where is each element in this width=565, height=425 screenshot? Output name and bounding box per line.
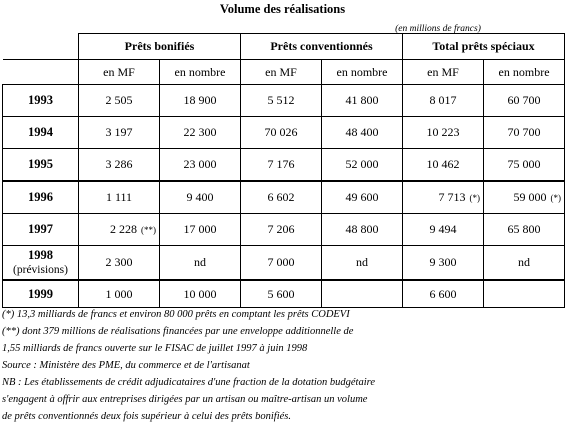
cell-value: 7 000 <box>267 255 295 269</box>
table-cell <box>160 149 241 182</box>
table-cell <box>484 117 565 149</box>
cell-value: 48 400 <box>345 125 379 139</box>
cell-value: 59 000 <box>513 190 547 204</box>
cell-value: 48 800 <box>345 222 379 236</box>
table-cell <box>241 85 322 117</box>
cell-value: 70 026 <box>264 125 298 139</box>
cell-value: 18 900 <box>183 93 217 107</box>
table-cell <box>322 181 403 214</box>
table-row <box>3 181 565 214</box>
table-cell <box>322 280 403 308</box>
subheader-cell: en nombre <box>322 60 403 85</box>
table-cell <box>403 85 484 117</box>
cell-value: 23 000 <box>183 157 217 171</box>
cell-value: 10 462 <box>426 157 460 171</box>
cell-value: 5 600 <box>267 286 295 301</box>
table-cell <box>484 214 565 246</box>
row-year: 1998 <box>28 247 53 262</box>
cell-value: 2 505 <box>105 93 133 107</box>
cell-value: 70 700 <box>507 125 541 139</box>
footnote-line: 1,55 milliards de francs ouverte sur le FISAC de juillet 1997 à juin 1998 <box>2 343 308 354</box>
table-cell <box>322 85 403 117</box>
row-year: 1996 <box>28 190 53 204</box>
corner-cell-lower <box>3 60 79 85</box>
table-cell <box>484 246 565 281</box>
cell-value: 7 206 <box>267 222 295 236</box>
cell-value: 17 000 <box>183 222 217 236</box>
cell-value: 5 512 <box>267 93 295 107</box>
cell-value: nd <box>194 255 206 269</box>
cell-value: 7 176 <box>267 157 295 171</box>
row-year: 1999 <box>28 286 53 301</box>
footnote-line: de prêts conventionnés deux fois supérieur à celui des prêts bonifiés. <box>2 411 291 422</box>
cell-value: 60 700 <box>507 93 541 107</box>
cell-value: 2 228 <box>110 222 137 236</box>
cell-value: 9 400 <box>186 190 214 204</box>
table-cell <box>403 117 484 149</box>
row-year-cell <box>3 280 79 308</box>
table-cell <box>322 149 403 182</box>
row-year: 1995 <box>28 157 53 171</box>
row-year-cell <box>3 117 79 149</box>
table-cell <box>79 149 160 182</box>
table-row <box>3 214 565 246</box>
cell-value: 6 600 <box>429 286 457 301</box>
table-body <box>3 85 565 308</box>
cell-value: 9 494 <box>429 222 457 236</box>
table-cell <box>403 149 484 182</box>
table-cell <box>79 117 160 149</box>
table-row <box>3 246 565 281</box>
table-cell <box>241 214 322 246</box>
footnotes <box>2 306 562 425</box>
realisations-table <box>2 33 565 308</box>
group-header-total-prets-speciaux: Total prêts spéciaux <box>403 34 565 60</box>
row-year: 1993 <box>28 93 53 107</box>
table-cell <box>241 246 322 281</box>
footnote-line: (*) 13,3 milliards de francs et environ 80 000 prêts en comptant les prêts CODEVI <box>2 309 350 320</box>
table-row <box>3 149 565 182</box>
row-year-cell <box>3 246 79 281</box>
table-row <box>3 280 565 308</box>
table-cell <box>160 246 241 281</box>
cell-value: 10 000 <box>183 286 217 301</box>
footnote-marker: (*) <box>550 193 562 203</box>
table-cell <box>241 149 322 182</box>
row-year-cell <box>3 181 79 214</box>
footnote-line: (**) dont 379 millions de réalisations financées par une enveloppe additionnelle de <box>2 326 354 337</box>
group-header-row <box>3 34 565 60</box>
cell-value: 3 197 <box>105 125 133 139</box>
table-row <box>3 117 565 149</box>
cell-value: 65 800 <box>507 222 541 236</box>
footnote-line: Source : Ministère des PME, du commerce et de l'artisanat <box>2 360 250 371</box>
table-cell <box>241 117 322 149</box>
table-cell <box>484 181 565 214</box>
table-cell <box>160 181 241 214</box>
subheader-cell: en MF <box>241 60 322 85</box>
cell-value: 7 713 <box>438 190 466 204</box>
row-year: 1997 <box>28 222 53 236</box>
group-header-prets-conventionnes: Prêts conventionnés <box>241 34 403 60</box>
page-title: Volume des réalisations <box>219 2 346 16</box>
table-cell <box>160 85 241 117</box>
cell-value: nd <box>518 255 531 269</box>
cell-value: 52 000 <box>345 157 379 171</box>
table-cell <box>403 280 484 308</box>
footnote-line: NB : Les établissements de crédit adjudicataires d'une fraction de la dotation budgétaire <box>2 377 376 388</box>
cell-value: 41 800 <box>345 93 379 107</box>
table-cell <box>322 246 403 281</box>
cell-value: 22 300 <box>183 125 217 139</box>
subheader-cell: en nombre <box>160 60 241 85</box>
table-cell <box>79 181 160 214</box>
footnote-line: s'engagent à offrir aux entreprises dirigées par un artisan ou maître-artisan un volume <box>2 394 368 405</box>
table-cell <box>241 280 322 308</box>
table-cell <box>322 214 403 246</box>
subheader-row <box>3 60 565 85</box>
table-cell <box>484 280 565 308</box>
table-cell <box>484 85 565 117</box>
table-cell <box>79 246 160 281</box>
unit-note: (en millions de francs) <box>395 24 481 34</box>
table-cell <box>160 117 241 149</box>
table-cell <box>79 214 160 246</box>
row-year-cell <box>3 149 79 182</box>
footnote-marker: (*) <box>469 193 481 203</box>
corner-cell <box>3 34 79 60</box>
table-row <box>3 85 565 117</box>
table-cell <box>160 214 241 246</box>
table-cell <box>79 85 160 117</box>
cell-value: 75 000 <box>507 157 541 171</box>
table-cell <box>160 280 241 308</box>
cell-value: 3 286 <box>105 157 133 171</box>
cell-value: 49 600 <box>345 190 379 204</box>
subheader-cell: en nombre <box>484 60 565 85</box>
table-cell <box>241 181 322 214</box>
table-cell <box>403 181 484 214</box>
table-cell <box>403 246 484 281</box>
subheader-cell: en MF <box>403 60 484 85</box>
cell-value: 8 017 <box>429 93 457 107</box>
row-year-sub: (prévisions) <box>13 263 68 276</box>
cell-value: 6 602 <box>267 190 295 204</box>
table-cell <box>403 214 484 246</box>
group-header-prets-bonifies: Prêts bonifiés <box>79 34 241 60</box>
cell-value: 2 300 <box>105 255 133 269</box>
footnote-marker: (**) <box>141 225 156 235</box>
table-cell <box>484 149 565 182</box>
cell-value: 1 111 <box>105 190 133 204</box>
row-year: 1994 <box>28 125 53 139</box>
cell-value: 9 300 <box>429 255 457 269</box>
cell-value: 10 223 <box>426 125 460 139</box>
row-year-cell <box>3 85 79 117</box>
table-cell <box>322 117 403 149</box>
subheader-cell: en MF <box>79 60 160 85</box>
row-year-cell <box>3 214 79 246</box>
cell-value: 1 000 <box>105 286 133 301</box>
table-cell <box>79 280 160 308</box>
cell-value: nd <box>356 255 368 269</box>
